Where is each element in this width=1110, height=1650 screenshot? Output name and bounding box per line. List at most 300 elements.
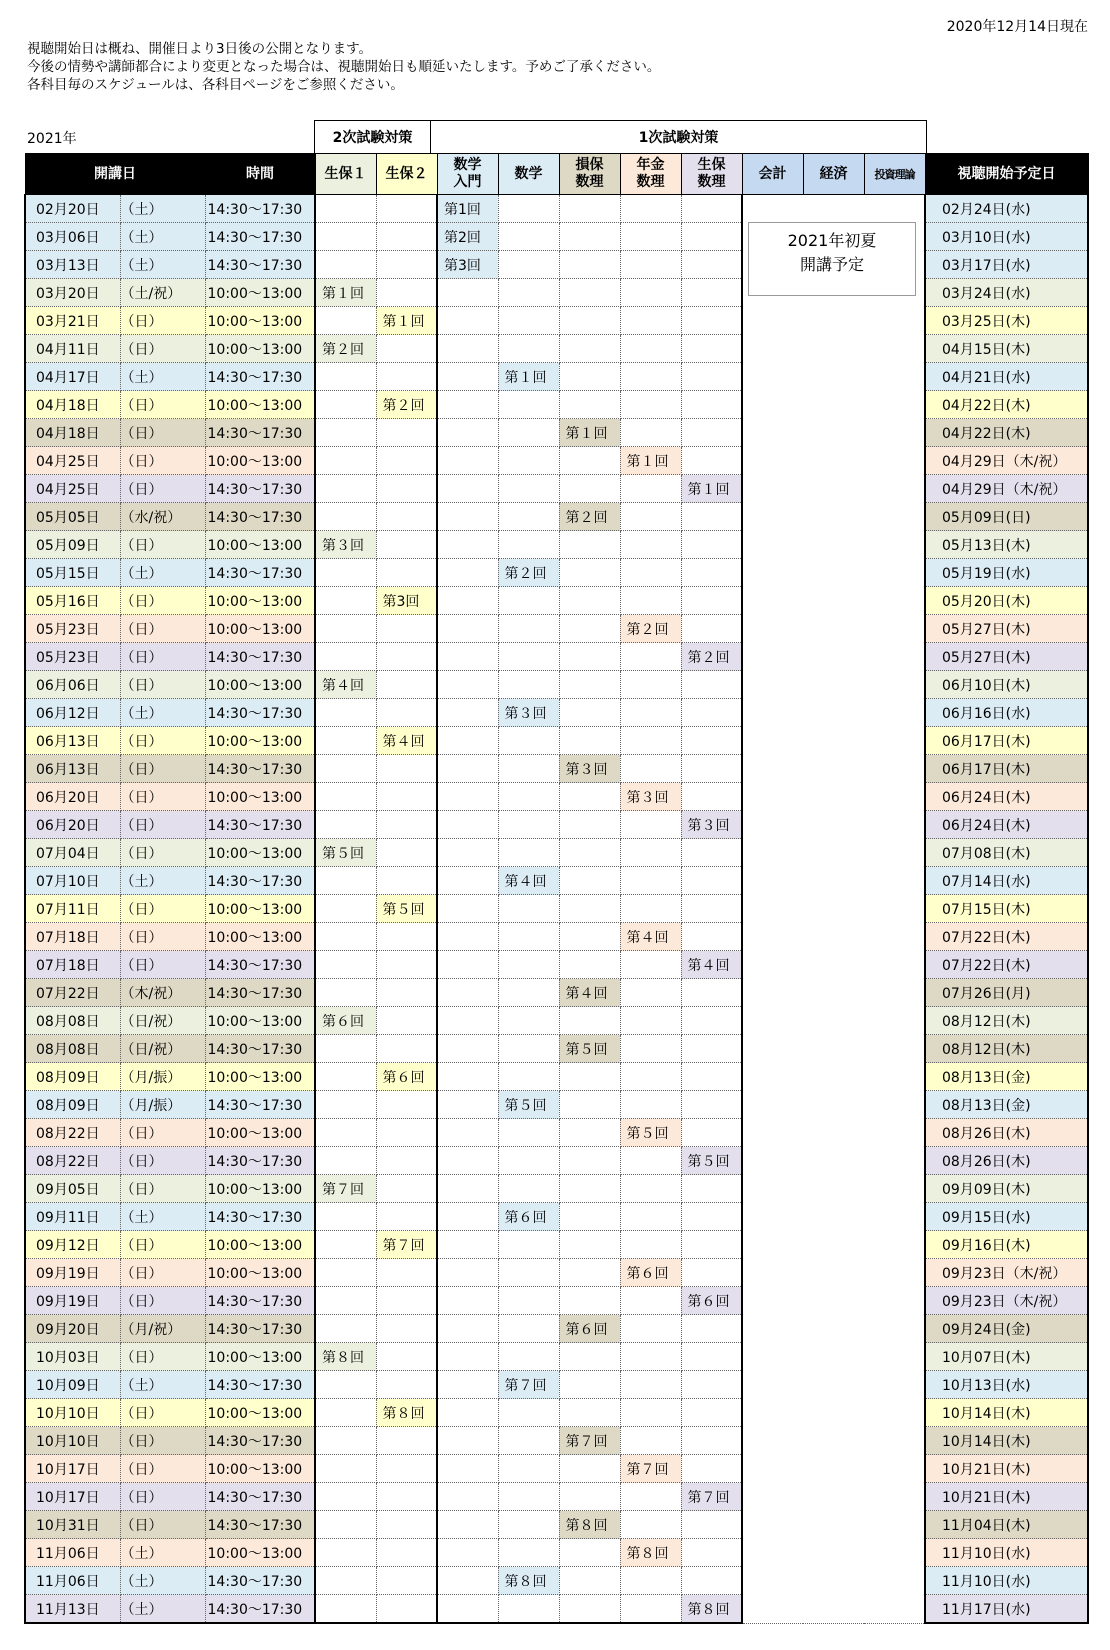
empty-cell [620,1091,681,1119]
table-row [25,1315,1088,1343]
empty-cell [376,923,437,951]
empty-cell [559,615,620,643]
view-start-cell: 04月29日（木/祝） [925,447,1088,475]
view-start-cell: 03月17日(水) [925,251,1088,279]
date-cell: 07月22日 [25,979,120,1007]
empty-cell [315,783,376,811]
empty-cell [315,1259,376,1287]
empty-cell [437,1203,498,1231]
empty-cell [681,979,742,1007]
empty-cell [620,1371,681,1399]
empty-cell [681,419,742,447]
view-start-cell: 05月09日(日) [925,503,1088,531]
date-cell: 05月15日 [25,559,120,587]
table-row [25,1455,1088,1483]
note-line: 視聴開始日は概ね、開催日より3日後の公開となります。 [27,41,373,57]
empty-cell [681,1539,742,1567]
empty-cell [376,1371,437,1399]
empty-cell [376,671,437,699]
empty-cell [498,419,559,447]
session-cell: 第２回 [559,503,620,531]
empty-cell [620,363,681,391]
table-row [25,811,1088,839]
empty-cell [315,503,376,531]
session-cell: 第４回 [315,671,376,699]
session-cell: 第１回 [315,279,376,307]
date-cell: 07月18日 [25,951,120,979]
date-cell: 04月17日 [25,363,120,391]
empty-cell [376,839,437,867]
future-subjects-area [742,195,925,1624]
empty-cell [437,307,498,335]
empty-cell [315,363,376,391]
empty-cell [437,895,498,923]
view-start-cell: 11月04日(木) [925,1511,1088,1539]
empty-cell [376,615,437,643]
empty-cell [681,1371,742,1399]
empty-cell [681,699,742,727]
time-cell: 10:00～13:00 [205,1119,315,1147]
table-row [25,1035,1088,1063]
empty-cell [437,979,498,1007]
date-cell: 08月08日 [25,1007,120,1035]
empty-cell [681,1455,742,1483]
view-start-cell: 04月22日(木) [925,391,1088,419]
empty-cell [559,587,620,615]
time-cell: 10:00～13:00 [205,615,315,643]
empty-cell [681,1427,742,1455]
session-cell: 第８回 [559,1511,620,1539]
empty-cell [559,251,620,279]
date-cell: 08月09日 [25,1091,120,1119]
time-cell: 14:30～17:30 [205,1035,315,1063]
table-row [25,727,1088,755]
table-row [25,503,1088,531]
empty-cell [498,643,559,671]
date-cell: 11月13日 [25,1595,120,1624]
empty-cell [681,363,742,391]
empty-cell [681,391,742,419]
empty-cell [315,419,376,447]
session-cell: 第７回 [681,1483,742,1511]
empty-cell [498,335,559,363]
weekday-cell: （土/祝） [120,279,205,307]
table-row [25,867,1088,895]
date-cell: 06月12日 [25,699,120,727]
empty-cell [315,1399,376,1427]
session-cell: 第６回 [559,1315,620,1343]
session-cell: 第３回 [559,755,620,783]
empty-cell [315,1231,376,1259]
empty-cell [315,391,376,419]
session-cell: 第3回 [376,587,437,615]
empty-cell [437,1511,498,1539]
empty-cell [681,615,742,643]
header-view-start: 視聴開始予定日 [925,154,1088,195]
table-row [25,251,1088,279]
date-cell: 06月20日 [25,811,120,839]
future-note [748,222,916,296]
date-cell: 04月18日 [25,419,120,447]
empty-cell [437,755,498,783]
group-header [314,120,927,153]
empty-cell [498,195,559,223]
empty-cell [498,1315,559,1343]
session-cell: 第６回 [620,1259,681,1287]
empty-cell [681,1091,742,1119]
session-cell: 第５回 [681,1147,742,1175]
time-cell: 14:30～17:30 [205,223,315,251]
empty-cell [498,1231,559,1259]
session-cell: 第１回 [498,363,559,391]
empty-cell [559,727,620,755]
session-cell: 第１回 [620,447,681,475]
empty-cell [315,867,376,895]
empty-cell [376,223,437,251]
empty-cell [437,1231,498,1259]
empty-cell [559,1063,620,1091]
session-cell: 第３回 [315,531,376,559]
empty-cell [620,503,681,531]
empty-cell [498,1595,559,1624]
empty-cell [315,1539,376,1567]
empty-cell [559,363,620,391]
empty-cell [437,1595,498,1624]
empty-cell [437,531,498,559]
empty-cell [437,615,498,643]
date-cell: 05月23日 [25,643,120,671]
time-cell: 10:00～13:00 [205,1231,315,1259]
empty-cell [498,951,559,979]
view-start-cell: 03月10日(水) [925,223,1088,251]
table-row [25,475,1088,503]
empty-cell [681,447,742,475]
table-row [25,1091,1088,1119]
time-cell: 14:30～17:30 [205,1595,315,1624]
date-cell: 05月16日 [25,587,120,615]
empty-cell [620,1287,681,1315]
session-cell: 第４回 [681,951,742,979]
session-cell: 第３回 [498,699,559,727]
empty-cell [437,839,498,867]
empty-cell [620,587,681,615]
time-cell: 14:30～17:30 [205,979,315,1007]
empty-cell [620,671,681,699]
empty-cell [559,1119,620,1147]
empty-cell [437,559,498,587]
session-cell: 第５回 [315,839,376,867]
empty-cell [620,223,681,251]
column-header-row [25,154,1088,195]
date-cell: 09月05日 [25,1175,120,1203]
date-cell: 10月10日 [25,1399,120,1427]
time-cell: 10:00～13:00 [205,531,315,559]
empty-cell [681,279,742,307]
view-start-cell: 04月21日(水) [925,363,1088,391]
empty-cell [498,1483,559,1511]
empty-cell [315,475,376,503]
date-cell: 09月19日 [25,1287,120,1315]
empty-cell [681,867,742,895]
date-cell: 04月18日 [25,391,120,419]
empty-cell [498,223,559,251]
view-start-cell: 07月22日(木) [925,923,1088,951]
view-start-cell: 07月22日(木) [925,951,1088,979]
empty-cell [315,923,376,951]
date-cell: 05月09日 [25,531,120,559]
weekday-cell: （日） [120,1427,205,1455]
view-start-cell: 08月13日(金) [925,1091,1088,1119]
weekday-cell: （日） [120,587,205,615]
empty-cell [376,699,437,727]
empty-cell [437,1119,498,1147]
empty-cell [559,1455,620,1483]
empty-cell [315,951,376,979]
empty-cell [498,895,559,923]
table-row [25,1511,1088,1539]
empty-cell [315,1455,376,1483]
empty-cell [437,1147,498,1175]
empty-cell [376,1343,437,1371]
empty-cell [498,1035,559,1063]
empty-cell [437,447,498,475]
date-cell: 05月05日 [25,503,120,531]
date-cell: 05月23日 [25,615,120,643]
time-cell: 10:00～13:00 [205,783,315,811]
table-row [25,1595,1088,1624]
table-row [25,951,1088,979]
session-cell: 第５回 [559,1035,620,1063]
empty-cell [620,1483,681,1511]
empty-cell [376,1175,437,1203]
date-cell: 09月20日 [25,1315,120,1343]
empty-cell [315,895,376,923]
date-cell: 08月22日 [25,1147,120,1175]
time-cell: 14:30～17:30 [205,699,315,727]
empty-cell [437,1483,498,1511]
weekday-cell: （土） [120,1539,205,1567]
table-row [25,1483,1088,1511]
weekday-cell: （土） [120,195,205,223]
weekday-cell: （日） [120,335,205,363]
empty-cell [315,1427,376,1455]
table-row [25,447,1088,475]
date-cell: 10月17日 [25,1455,120,1483]
empty-cell [620,1595,681,1624]
time-cell: 14:30～17:30 [205,475,315,503]
weekday-cell: （月/祝） [120,1315,205,1343]
empty-cell [376,1483,437,1511]
empty-cell [315,1315,376,1343]
empty-cell [620,335,681,363]
empty-cell [376,1259,437,1287]
table-row [25,1147,1088,1175]
weekday-cell: （日） [120,783,205,811]
empty-cell [376,1119,437,1147]
empty-cell [559,475,620,503]
session-cell: 第８回 [376,1399,437,1427]
empty-cell [376,1315,437,1343]
time-cell: 14:30～17:30 [205,1511,315,1539]
header-time: 時間 [205,154,315,195]
weekday-cell: （日） [120,643,205,671]
group-first-exam: 1次試験対策 [430,120,927,153]
weekday-cell: （日） [120,895,205,923]
weekday-cell: （月/振） [120,1091,205,1119]
session-cell: 第７回 [498,1371,559,1399]
session-cell: 第６回 [498,1203,559,1231]
session-cell: 第４回 [498,867,559,895]
empty-cell [681,1567,742,1595]
empty-cell [498,755,559,783]
weekday-cell: （日） [120,1287,205,1315]
empty-cell [376,1203,437,1231]
table-row [25,643,1088,671]
empty-cell [559,1259,620,1287]
empty-cell [620,755,681,783]
empty-cell [559,1007,620,1035]
empty-cell [620,559,681,587]
time-cell: 14:30～17:30 [205,559,315,587]
empty-cell [681,1035,742,1063]
future-note-line: 開講予定 [799,255,864,274]
time-cell: 14:30～17:30 [205,1203,315,1231]
time-cell: 14:30～17:30 [205,1315,315,1343]
year-label: 2021年 [27,131,77,147]
date-cell: 04月25日 [25,475,120,503]
empty-cell [437,727,498,755]
time-cell: 14:30～17:30 [205,1567,315,1595]
empty-cell [559,279,620,307]
empty-cell [437,503,498,531]
session-cell: 第2回 [437,223,498,251]
header-subject: 数学 [498,154,559,195]
date-cell: 09月12日 [25,1231,120,1259]
empty-cell [376,783,437,811]
weekday-cell: （日） [120,307,205,335]
empty-cell [620,1035,681,1063]
empty-cell [376,419,437,447]
empty-cell [376,1035,437,1063]
header-subject: 生保１ [315,154,376,195]
empty-cell [376,531,437,559]
view-start-cell: 06月24日(木) [925,811,1088,839]
empty-cell [498,531,559,559]
empty-cell [559,559,620,587]
empty-cell [559,1175,620,1203]
empty-cell [437,1259,498,1287]
empty-cell [315,643,376,671]
empty-cell [376,1539,437,1567]
empty-cell [498,279,559,307]
empty-cell [376,1595,437,1624]
empty-cell [559,1343,620,1371]
session-cell: 第１回 [681,475,742,503]
empty-cell [559,391,620,419]
empty-cell [559,811,620,839]
empty-cell [681,335,742,363]
empty-cell [559,839,620,867]
weekday-cell: （月/振） [120,1063,205,1091]
empty-cell [559,895,620,923]
view-start-cell: 06月16日(水) [925,699,1088,727]
empty-cell [498,923,559,951]
table-row [25,335,1088,363]
empty-cell [620,1399,681,1427]
time-cell: 14:30～17:30 [205,1371,315,1399]
time-cell: 14:30～17:30 [205,951,315,979]
note-line: 各科目毎のスケジュールは、各科目ページをご参照ください。 [27,77,404,93]
future-note-line: 2021年初夏 [787,231,877,250]
table-row [25,587,1088,615]
empty-cell [315,1595,376,1624]
empty-cell [437,699,498,727]
empty-cell [498,1287,559,1315]
empty-cell [681,1007,742,1035]
empty-cell [376,867,437,895]
date-cell: 11月06日 [25,1567,120,1595]
empty-cell [315,1119,376,1147]
empty-cell [620,1175,681,1203]
header-subject: 経済 [803,154,864,195]
session-cell: 第８回 [315,1343,376,1371]
empty-cell [437,1455,498,1483]
empty-cell [559,671,620,699]
empty-cell [437,1371,498,1399]
session-cell: 第２回 [620,615,681,643]
empty-cell [620,643,681,671]
date-cell: 07月11日 [25,895,120,923]
table-row [25,895,1088,923]
header-subject: 数学 入門 [437,154,498,195]
date-cell: 03月06日 [25,223,120,251]
weekday-cell: （日） [120,447,205,475]
date-cell: 07月10日 [25,867,120,895]
date-cell: 10月17日 [25,1483,120,1511]
weekday-cell: （土） [120,559,205,587]
time-cell: 14:30～17:30 [205,1147,315,1175]
empty-cell [559,1231,620,1259]
view-start-cell: 06月17日(木) [925,727,1088,755]
empty-cell [498,1063,559,1091]
empty-cell [376,1427,437,1455]
empty-cell [315,1147,376,1175]
session-cell: 第５回 [498,1091,559,1119]
empty-cell [681,587,742,615]
notes [27,40,660,94]
empty-cell [620,951,681,979]
table-row [25,615,1088,643]
empty-cell [437,335,498,363]
date-cell: 03月13日 [25,251,120,279]
empty-cell [559,1147,620,1175]
empty-cell [315,1203,376,1231]
weekday-cell: （日） [120,419,205,447]
empty-cell [681,1203,742,1231]
table-row [25,391,1088,419]
table-row [25,979,1088,1007]
table-row [25,1007,1088,1035]
empty-cell [620,391,681,419]
empty-cell [315,1483,376,1511]
empty-cell [315,587,376,615]
empty-cell [559,335,620,363]
date-cell: 08月22日 [25,1119,120,1147]
empty-cell [559,307,620,335]
table-row [25,1259,1088,1287]
empty-cell [437,1315,498,1343]
empty-cell [498,783,559,811]
